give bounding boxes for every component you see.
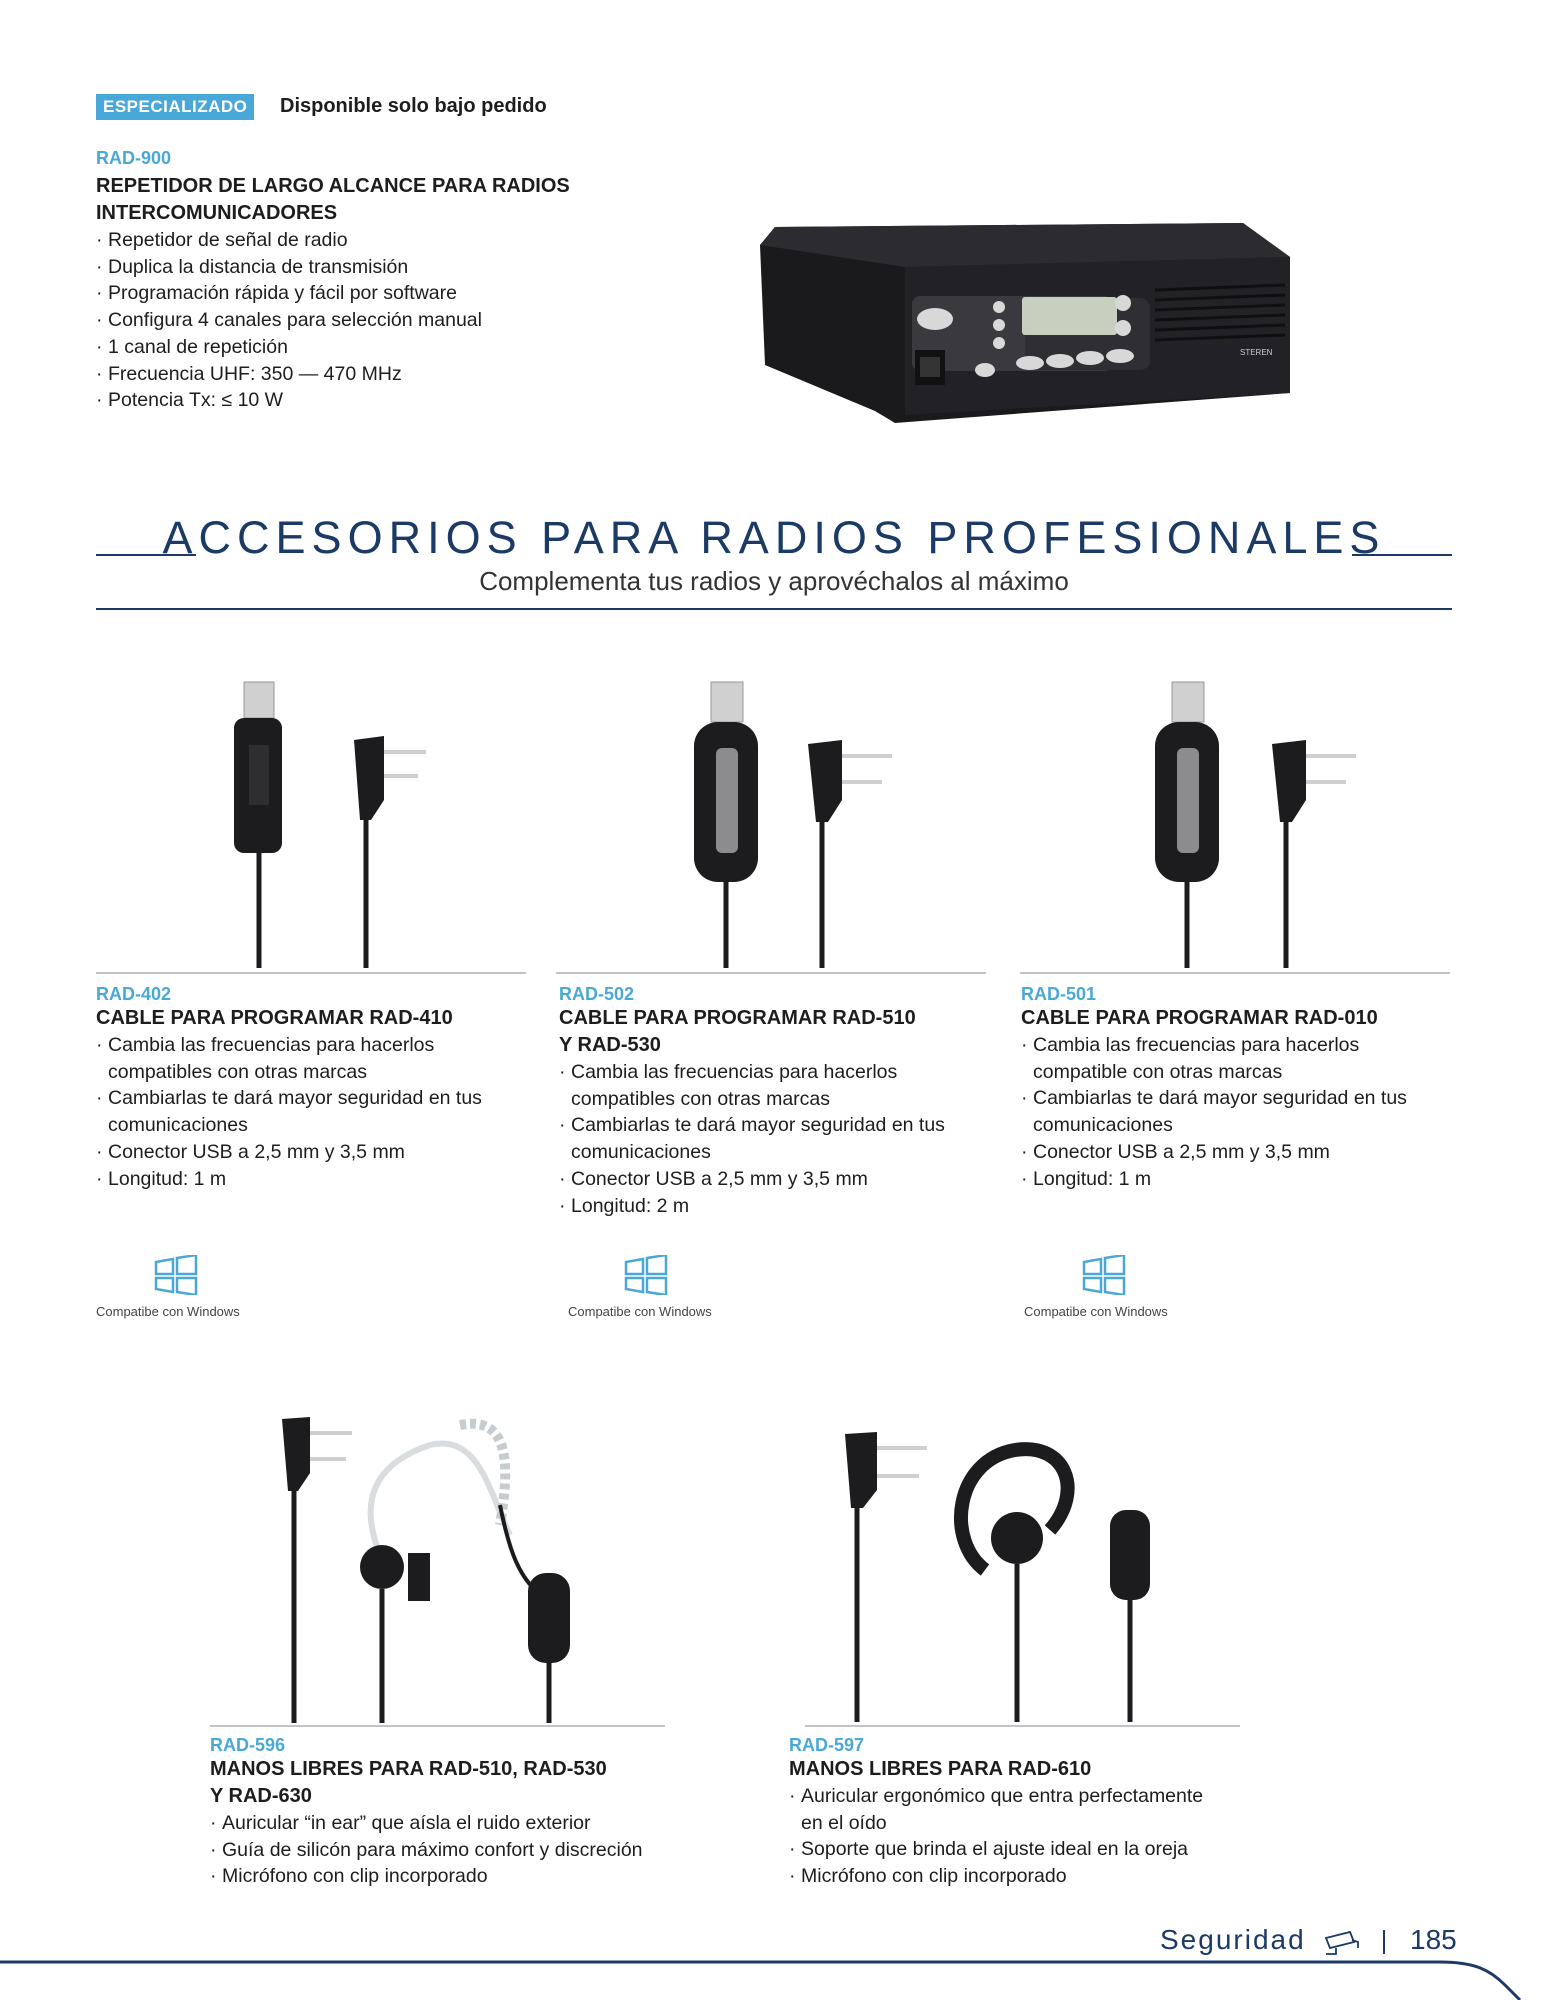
feature-item: · Potencia Tx: ≤ 10 W — [96, 387, 736, 414]
feature-item: · Longitud: 1 m — [1021, 1166, 1421, 1193]
product-code: RAD-900 — [96, 148, 172, 168]
feature-item: · Cambiarlas te dará mayor seguridad en tus comunicaciones — [1021, 1085, 1421, 1138]
product-title: CABLE PARA PROGRAMAR RAD-510 Y RAD-530 — [559, 1007, 916, 1056]
feature-item: · Guía de silicón para máximo confort y discreción — [210, 1837, 710, 1864]
rad-597-handsfree-image — [805, 1420, 1240, 1730]
feature-list — [96, 1032, 516, 1192]
windows-compat-501 — [1024, 1255, 1168, 1319]
windows-logo-icon — [624, 1255, 668, 1295]
page-number: 185 — [1410, 1924, 1457, 1955]
section-title: ACCESORIOS PARA RADIOS PROFESIONALES — [162, 512, 1386, 563]
product-code: RAD-502 — [559, 984, 635, 1004]
rad-596-handsfree-image — [210, 1405, 665, 1730]
security-camera-icon — [1322, 1928, 1362, 1956]
windows-logo-icon — [1082, 1255, 1126, 1295]
feature-item: · Longitud: 2 m — [559, 1193, 959, 1220]
product-rad-402 — [96, 984, 516, 1192]
section-subtitle: Complementa tus radios y aprovéchalos al máximo — [479, 566, 1069, 596]
feature-list — [210, 1810, 710, 1890]
feature-item: · Cambia las frecuencias para hacerlos compatible con otras marcas — [1021, 1032, 1421, 1085]
product-title: MANOS LIBRES PARA RAD-610 — [789, 1758, 1092, 1780]
product-title: MANOS LIBRES PARA RAD-510, RAD-530 Y RAD-630 — [210, 1758, 607, 1807]
product-title: REPETIDOR DE LARGO ALCANCE PARA RADIOS INTERCOMUNICADORES — [96, 175, 570, 224]
feature-list — [559, 1059, 959, 1219]
rad-501-cable-image — [1020, 670, 1450, 975]
feature-item: · Duplica la distancia de transmisión — [96, 254, 736, 281]
rad-502-cable-image — [556, 670, 986, 975]
feature-item: · Programación rápida y fácil por software — [96, 280, 736, 307]
availability-note: Disponible solo bajo pedido — [280, 95, 547, 117]
feature-item: · Cambiarlas te dará mayor seguridad en tus comunicaciones — [96, 1085, 516, 1138]
footer-band — [0, 1960, 1548, 2000]
feature-item: · Frecuencia UHF: 350 — 470 MHz — [96, 361, 736, 388]
feature-item: · Auricular “in ear” que aísla el ruido exterior — [210, 1810, 710, 1837]
windows-compat-label: Compatibe con Windows — [1024, 1304, 1168, 1319]
feature-item: · Conector USB a 2,5 mm y 3,5 mm — [559, 1166, 959, 1193]
feature-item: · Micrófono con clip incorporado — [210, 1863, 710, 1890]
specialized-badge: ESPECIALIZADO — [96, 94, 254, 120]
feature-item: · 1 canal de repetición — [96, 334, 736, 361]
footer-section-label: Seguridad — [1160, 1924, 1306, 1955]
rad-402-cable-image — [96, 670, 526, 975]
feature-item: · Cambiarlas te dará mayor seguridad en tus comunicaciones — [559, 1112, 959, 1165]
windows-compat-402 — [96, 1255, 240, 1319]
product-code: RAD-402 — [96, 984, 172, 1004]
windows-compat-label: Compatibe con Windows — [96, 1304, 240, 1319]
feature-item: · Auricular ergonómico que entra perfectamente en el oído — [789, 1783, 1229, 1836]
feature-item: · Repetidor de señal de radio — [96, 227, 736, 254]
feature-list — [789, 1783, 1229, 1890]
windows-logo-icon — [154, 1255, 198, 1295]
product-rad-501 — [1021, 984, 1421, 1192]
product-code: RAD-501 — [1021, 984, 1097, 1004]
windows-compat-502 — [568, 1255, 712, 1319]
product-code: RAD-596 — [210, 1735, 286, 1755]
repeater-device-image — [755, 215, 1295, 430]
feature-item: · Micrófono con clip incorporado — [789, 1863, 1229, 1890]
windows-compat-label: Compatibe con Windows — [568, 1304, 712, 1319]
product-rad-596 — [210, 1735, 710, 1890]
feature-item: · Soporte que brinda el ajuste ideal en la oreja — [789, 1836, 1229, 1863]
featured-product — [96, 148, 736, 414]
feature-item: · Configura 4 canales para selección manual — [96, 307, 736, 334]
feature-item: · Conector USB a 2,5 mm y 3,5 mm — [1021, 1139, 1421, 1166]
product-title: CABLE PARA PROGRAMAR RAD-410 — [96, 1007, 453, 1029]
product-rad-502 — [559, 984, 959, 1219]
product-code: RAD-597 — [789, 1735, 865, 1755]
feature-item: · Cambia las frecuencias para hacerlos compatibles con otras marcas — [559, 1059, 959, 1112]
device-brand: STEREN — [1240, 348, 1273, 357]
section-underline — [96, 608, 1452, 610]
feature-item: · Cambia las frecuencias para hacerlos compatibles con otras marcas — [96, 1032, 516, 1085]
product-rad-597 — [789, 1735, 1229, 1890]
footer-divider — [1383, 1930, 1385, 1954]
feature-item: · Conector USB a 2,5 mm y 3,5 mm — [96, 1139, 516, 1166]
feature-list — [96, 227, 736, 414]
feature-list — [1021, 1032, 1421, 1192]
product-title: CABLE PARA PROGRAMAR RAD-010 — [1021, 1007, 1378, 1029]
feature-item: · Longitud: 1 m — [96, 1166, 516, 1193]
